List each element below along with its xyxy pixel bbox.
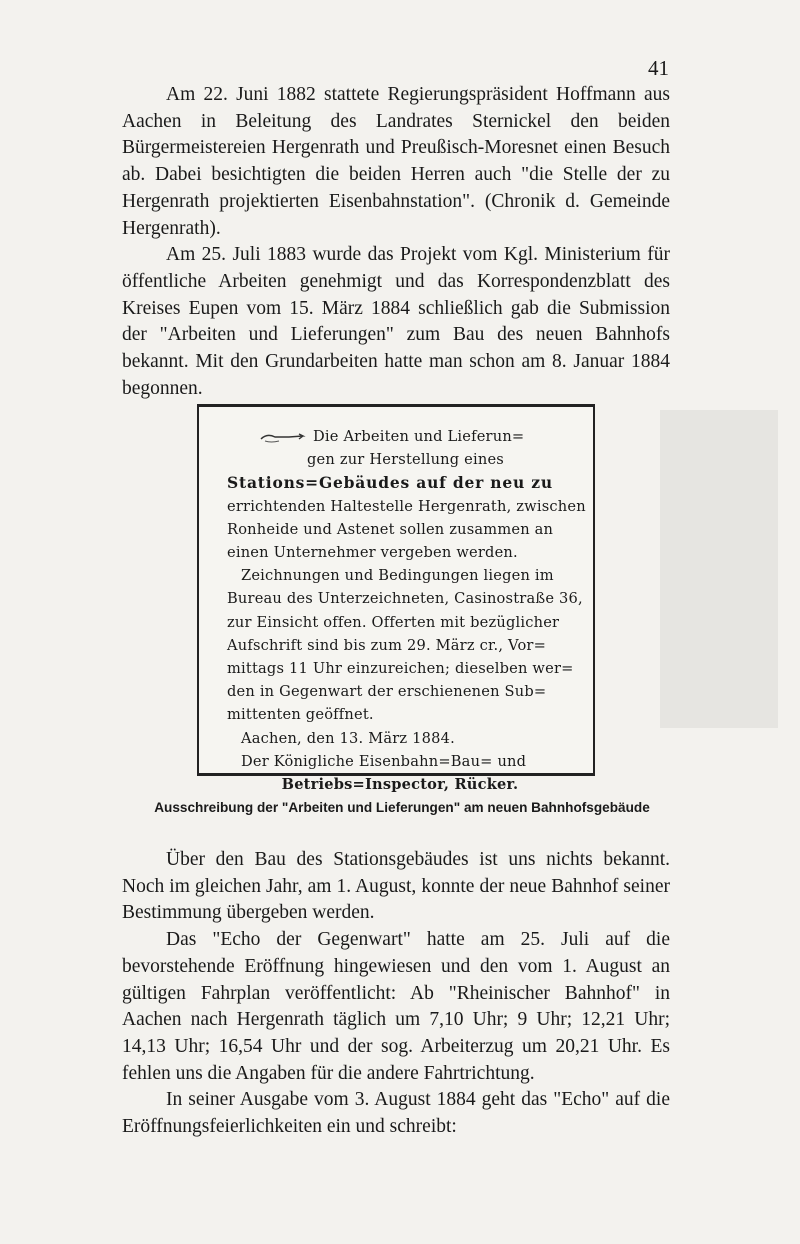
clipping-line: Die Arbeiten und Lieferun= (227, 425, 573, 448)
clipping-line: mittenten geöffnet. (227, 706, 374, 724)
paragraph: Über den Bau des Stationsgebäudes ist uns nichts bekannt. Noch im gleichen Jahr, am 1. August, konnte der neue Bahnhof seiner Bestimmung übergeben werden. (122, 849, 670, 924)
clipping-line: Ronheide und Astenet sollen zusammen an (227, 520, 554, 538)
page-number: 41 (648, 56, 669, 80)
paragraph: Am 25. Juli 1883 wurde das Projekt vom Kgl. Ministerium für öffentliche Arbeiten genehmigt und das Korrespondenzblatt des Kreises Eupen vom 15. März 1884 schließlich gab die Submission der "Arbeiten und Lieferungen" zum Bau des neuen Bahnhofs bekannt. Mit den Grundarbeiten hatte man schon am 8. Januar 1884 begonnen. (122, 244, 670, 399)
paragraph: Am 22. Juni 1882 stattete Regierungspräsident Hoffmann aus Aachen in Beleitung des Landrates Sternickel den beiden Bürgermeistereien Hergenrath und Preußisch-Moresnet einen Besuch ab. Dabei besichtigten die beiden Herren auch "die Stelle der zu Hergenrath projektierten Eisenbahnstation". (Chronik d. Gemeinde Hergenrath). (122, 84, 670, 239)
newspaper-clipping (197, 404, 595, 794)
clipping-line: einen Unternehmer vergeben werden. (227, 544, 518, 562)
clipping-line: Der Königliche Eisenbahn=Bau= und (241, 752, 527, 770)
clipping-line: zur Einsicht offen. Offerten mit bezüglicher (227, 613, 560, 631)
figure-caption: Ausschreibung der "Arbeiten und Lieferungen" am neuen Bahnhofsgebäude (154, 800, 650, 815)
clipping-line: mittags 11 Uhr einzureichen; dieselben wer= (227, 660, 574, 678)
clipping-line: Aachen, den 13. März 1884. (241, 729, 455, 747)
top-text (122, 82, 670, 402)
clipping-line: Zeichnungen und Bedingungen liegen im (241, 567, 554, 585)
paragraph: In seiner Ausgabe vom 3. August 1884 geht das "Echo" auf die Eröffnungsfeierlichkeiten ein und schreibt: (122, 1089, 670, 1138)
clipping-line: Bureau des Unterzeichneten, Casinostraße 36, (227, 590, 583, 608)
clipping-line: Stations=Gebäudes auf der neu zu (227, 473, 553, 493)
pointing-hand-icon (259, 429, 307, 445)
clipping-line: Aufschrift sind bis zum 29. März cr., Vor= (227, 636, 547, 654)
clipping-signature: Betriebs=Inspector, Rücker. (281, 776, 519, 794)
clipping-line: den in Gegenwart der erschienenen Sub= (227, 683, 547, 701)
bottom-text (122, 847, 670, 1141)
bleed-through-photo (660, 410, 778, 728)
paragraph: Das "Echo der Gegenwart" hatte am 25. Juli auf die bevorstehende Eröffnung hingewiesen und den vom 1. August an gültigen Fahrplan veröffentlicht: Ab "Rheinischer Bahnhof" in Aachen nach Hergenrath täglich um 7,10 Uhr; 9 Uhr; 12,21 Uhr; 14,13 Uhr; 16,54 Uhr und der sog. Arbeiterzug um 20,21 Uhr. Es fehlen uns die Angaben für die andere Fahrtrichtung. (122, 929, 670, 1084)
clipping-line: errichtenden Haltestelle Hergenrath, zwischen (227, 497, 586, 515)
clipping-line: gen zur Herstellung eines (307, 451, 504, 469)
